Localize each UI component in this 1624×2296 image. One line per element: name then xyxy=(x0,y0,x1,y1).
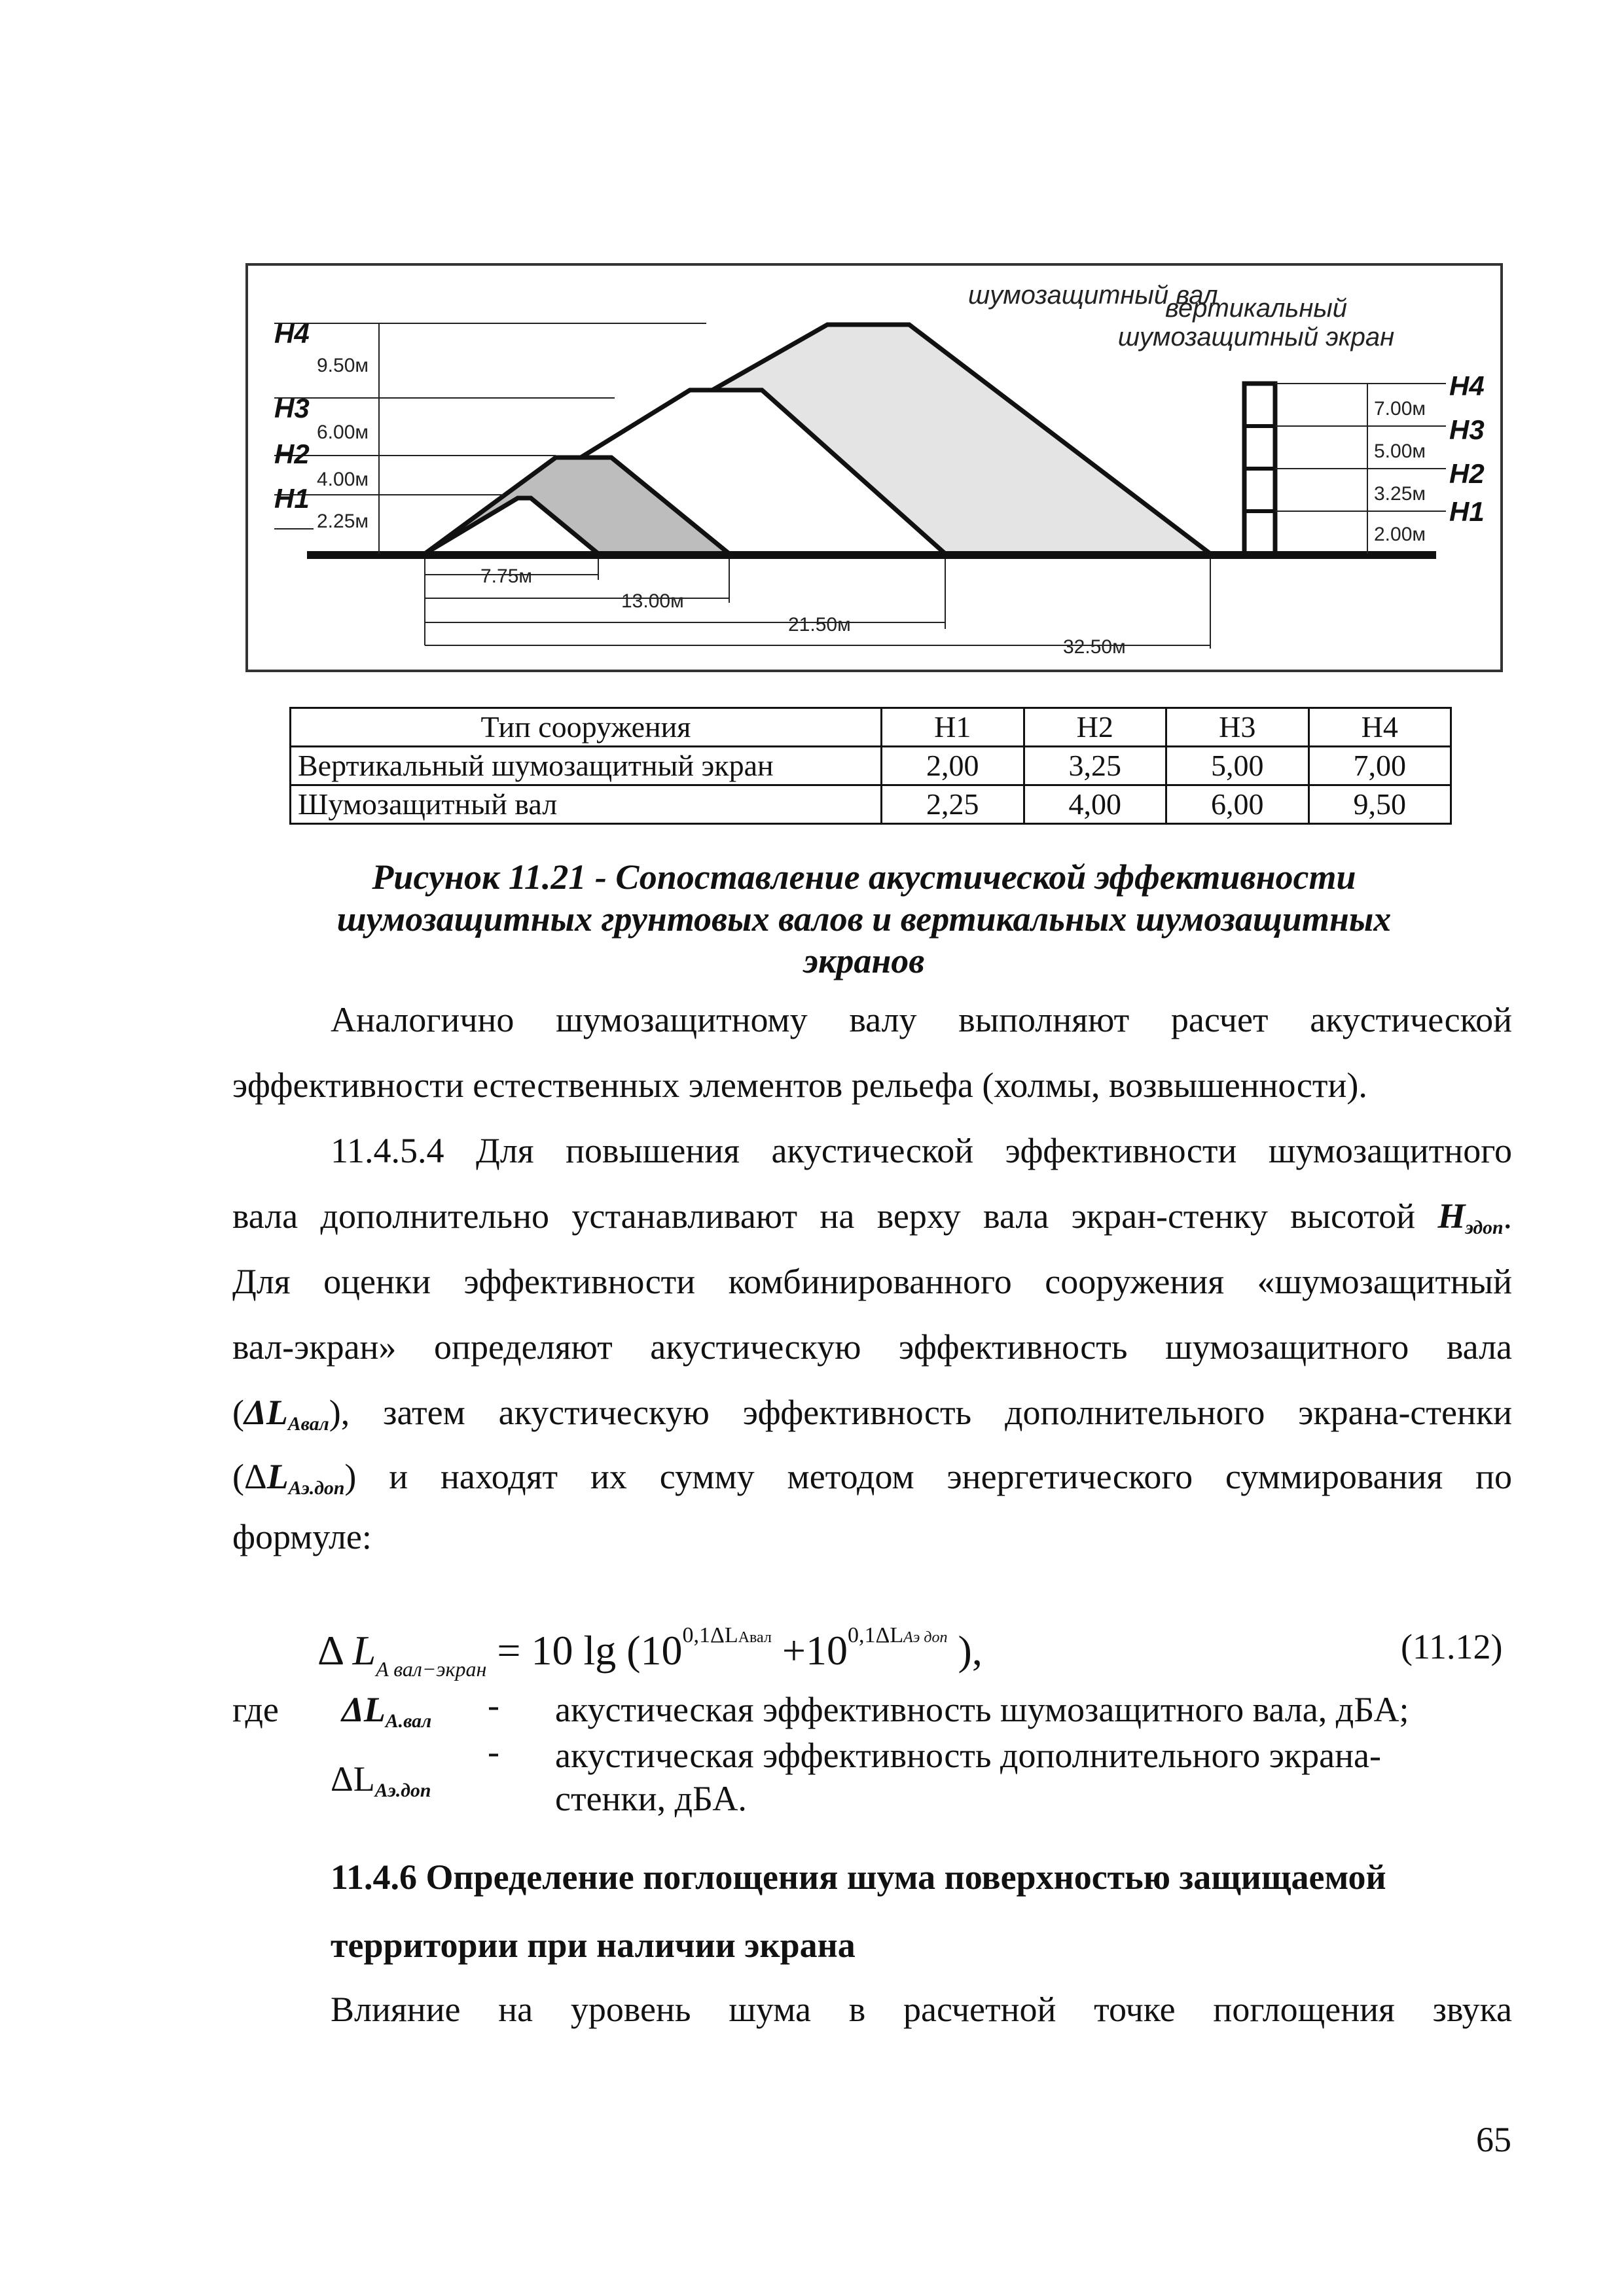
table-cell: 7,00 xyxy=(1308,747,1451,785)
table-cell: Вертикальный шумозащитный экран xyxy=(291,747,882,785)
left-value-h3: 6.00м xyxy=(317,422,369,443)
table-header: Тип сооружения xyxy=(291,708,882,747)
base-width-1: 7.75м xyxy=(480,565,533,587)
label-screen-line1: вертикальный xyxy=(1164,294,1348,323)
formula-delta: Δ xyxy=(317,1627,342,1674)
where-item2-dash: - xyxy=(488,1732,499,1771)
table-header: H1 xyxy=(882,708,1024,747)
where-item2-symbol xyxy=(331,1759,431,1810)
right-h2-label: H2 xyxy=(1449,458,1485,489)
p2-line6 xyxy=(232,1457,1512,1508)
right-value-h3: 5.00м xyxy=(1374,440,1426,462)
table-cell: 4,00 xyxy=(1024,785,1166,824)
right-value-h1: 2.00м xyxy=(1374,524,1426,545)
l-symbol: L xyxy=(266,1457,289,1496)
delta-l-sub: Aвал xyxy=(287,1413,329,1435)
p2-line4: вал-экран» определяют акустическую эффективность шумозащитного вала xyxy=(232,1327,1512,1367)
where-item1-dash: - xyxy=(488,1685,499,1725)
table-header: H3 xyxy=(1166,708,1309,747)
table-row xyxy=(291,747,1451,785)
where-item1-sub: A.вал xyxy=(385,1710,432,1732)
page-number: 65 xyxy=(1476,2120,1511,2159)
formula-eq: = 10 lg (10 xyxy=(497,1627,683,1674)
table-header: H4 xyxy=(1308,708,1451,747)
base-width-4: 32.50м xyxy=(1063,636,1126,658)
formula-exp2: 0,1ΔL xyxy=(847,1623,904,1647)
table-cell: 9,50 xyxy=(1308,785,1451,824)
figure-caption xyxy=(275,856,1453,982)
label-screen-line2: шумозащитный экран xyxy=(1117,323,1395,351)
base-width-2: 13.00м xyxy=(621,590,684,612)
p1-line1: Аналогично шумозащитному валу выполняют расчет акустической xyxy=(331,1000,1512,1039)
p2-line2-end: . xyxy=(1503,1196,1512,1236)
h-symbol: H xyxy=(1437,1196,1466,1236)
table-cell: 3,25 xyxy=(1024,747,1166,785)
equation-number: (11.12) xyxy=(1401,1627,1503,1666)
section-heading-line2: территории при наличии экрана xyxy=(331,1926,856,1965)
p2-line6-open: (Δ xyxy=(232,1457,267,1496)
p3-line1: Влияние на уровень шума в расчетной точке поглощения звука xyxy=(331,1990,1512,2029)
where-item2-sym: ΔL xyxy=(331,1759,375,1799)
left-h2-label: H2 xyxy=(274,439,310,469)
formula-exp1: 0,1ΔL xyxy=(682,1623,738,1647)
left-h1-label: H1 xyxy=(274,483,310,514)
right-value-h4: 7.00м xyxy=(1374,398,1426,420)
table-header-row xyxy=(291,708,1451,747)
ground-line xyxy=(307,551,1436,559)
h-symbol-sub: эдоп xyxy=(1465,1217,1504,1238)
where-item1-symbol xyxy=(342,1690,431,1741)
p2-line2 xyxy=(232,1196,1512,1247)
right-h4-label: H4 xyxy=(1449,370,1485,401)
formula-close: ), xyxy=(958,1627,983,1674)
p2-line7: формуле: xyxy=(232,1517,372,1556)
formula-exp2-sub: Aэ доп xyxy=(903,1629,948,1646)
delta-l-symbol: ΔL xyxy=(244,1393,288,1432)
table-cell: 6,00 xyxy=(1166,785,1309,824)
section-heading-line1: 11.4.6 Определение поглощения шума поверхностью защищаемой xyxy=(331,1857,1386,1897)
right-value-h2: 3.25м xyxy=(1374,483,1426,505)
label-embankment: шумозащитный вал xyxy=(968,281,1218,310)
caption-line: Рисунок 11.21 - Сопоставление акустической эффективности xyxy=(372,857,1356,897)
where-item2-sub: Aэ.доп xyxy=(374,1780,431,1801)
table-header: H2 xyxy=(1024,708,1166,747)
where-item2-text2: стенки, дБА. xyxy=(555,1779,747,1818)
left-h4-label: H4 xyxy=(274,318,310,349)
table-cell: 2,25 xyxy=(882,785,1024,824)
caption-line: экранов xyxy=(803,941,925,980)
figure-embankment-vs-screen xyxy=(245,263,1503,672)
left-value-h2: 4.00м xyxy=(317,469,369,490)
p2-line5-open: ( xyxy=(232,1393,244,1432)
formula-plus: +10 xyxy=(782,1627,848,1674)
right-h1-label: H1 xyxy=(1449,496,1485,527)
formula-exp1-sub: Aвал xyxy=(738,1629,772,1646)
cross-section-diagram xyxy=(248,266,1500,670)
base-width-3: 21.50м xyxy=(788,614,851,636)
p2-line3: Для оценки эффективности комбинированного сооружения «шумозащитный xyxy=(232,1262,1512,1301)
formula-lhs-sub: A вал−экран xyxy=(376,1657,487,1681)
table-cell: 5,00 xyxy=(1166,747,1309,785)
p1-line2: эффективности естественных элементов рельефа (холмы, возвышенности). xyxy=(232,1066,1367,1105)
formula-11-12 xyxy=(317,1623,983,1681)
table-cell: Шумозащитный вал xyxy=(291,785,882,824)
table-cell: 2,00 xyxy=(882,747,1024,785)
p2-line6-rest: ) и находят их сумму методом энергетического суммирования по xyxy=(344,1457,1512,1496)
p2-line1: 11.4.5.4 Для повышения акустической эффективности шумозащитного xyxy=(331,1131,1512,1170)
formula-L: L xyxy=(352,1627,376,1674)
p2-line5-rest: ), затем акустическую эффективность дополнительного экрана-стенки xyxy=(329,1393,1512,1432)
where-word: где xyxy=(232,1690,279,1729)
left-value-h1: 2.25м xyxy=(317,511,369,532)
left-h3-label: H3 xyxy=(274,393,310,423)
l-sub: Aэ.доп xyxy=(288,1477,345,1499)
where-item2-text1: акустическая эффективность дополнительного экрана- xyxy=(555,1736,1381,1775)
where-item1-sym: ΔL xyxy=(342,1690,386,1729)
where-item1-text: акустическая эффективность шумозащитного вала, дБА; xyxy=(555,1690,1409,1729)
right-h3-label: H3 xyxy=(1449,414,1485,445)
p2-line5 xyxy=(232,1393,1512,1444)
table-row xyxy=(291,785,1451,824)
caption-line: шумозащитных грунтовых валов и вертикальных шумозащитных xyxy=(336,899,1392,939)
heights-table xyxy=(289,707,1452,825)
left-value-h4: 9.50м xyxy=(317,355,369,376)
p2-line2-text: вала дополнительно устанавливают на верху вала экран-стенку высотой xyxy=(232,1196,1438,1236)
